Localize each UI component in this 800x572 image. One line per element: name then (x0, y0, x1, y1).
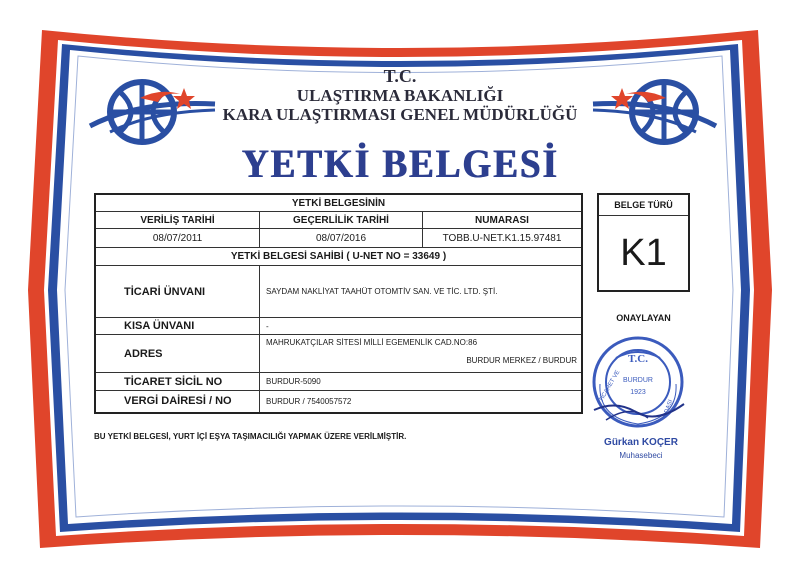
column-header-validity-date: GEÇERLİLİK TARİHİ (259, 212, 422, 228)
svg-text:TİCARET VE: TİCARET VE (598, 369, 622, 403)
tax-value: BURDUR / 7540057572 (259, 391, 581, 412)
column-value-row (96, 229, 581, 248)
document-title: YETKİ BELGESİ (241, 142, 559, 187)
column-header-row (96, 212, 581, 229)
header-ministry: ULAŞTIRMA BAKANLIĞI (296, 86, 504, 105)
tax-row (96, 391, 581, 412)
certificate-table (94, 193, 583, 414)
address-row (96, 335, 581, 373)
certificate-number-value: TOBB.U-NET.K1.15.97481 (422, 229, 581, 247)
signer-title: Muhasebeci (619, 451, 663, 460)
owner-title: YETKİ BELGESİ SAHİBİ ( U-NET NO = 33649 ) (230, 251, 447, 262)
section-title: YETKİ BELGESİNİN (291, 198, 386, 209)
trade-name-value: SAYDAM NAKLİYAT TAAHÜT OTOMTİV SAN. VE TİC. LTD. ŞTİ. (259, 266, 581, 317)
address-line-1: MAHRUKATÇILAR SİTESİ MİLLİ EGEMENLİK CAD.NO:86 (266, 338, 478, 347)
registry-value: BURDUR-5090 (259, 373, 581, 390)
header-directorate: KARA ULAŞTIRMASI GENEL MÜDÜRLÜĞÜ (222, 105, 578, 124)
chamber-stamp-seal (586, 332, 690, 436)
short-name-row (96, 318, 581, 335)
svg-text:ODASI: ODASI (662, 399, 675, 419)
short-name-value: - (259, 318, 581, 334)
address-label: ADRES (124, 348, 163, 360)
registry-label: TİCARET SİCİL NO (124, 376, 223, 388)
address-line-2: BURDUR MERKEZ / BURDUR (466, 356, 577, 365)
column-header-number: NUMARASI (422, 212, 581, 228)
short-name-label: KISA ÜNVANI (124, 320, 195, 332)
validity-date-value: 08/07/2016 (259, 229, 422, 247)
tax-label: VERGİ DAİRESİ / NO (124, 395, 232, 407)
column-header-issue-date: VERİLİŞ TARİHİ (140, 215, 215, 226)
certificate-type-box (597, 193, 690, 292)
certificate-type-value: K1 (620, 232, 667, 274)
trade-name-row (96, 266, 581, 318)
header-tc: T.C. (383, 66, 417, 86)
svg-text:1923: 1923 (630, 389, 646, 396)
registry-row (96, 373, 581, 391)
signer-name: Gürkan KOÇER (604, 437, 678, 448)
certificate-type-label: BELGE TÜRÜ (599, 195, 688, 216)
approver-label: ONAYLAYAN (616, 313, 671, 323)
section-title-row (96, 195, 581, 212)
issue-date-value: 08/07/2011 (152, 233, 203, 244)
address-value (259, 335, 581, 372)
owner-title-row (96, 248, 581, 266)
trade-name-label: TİCARİ ÜNVANI (124, 286, 206, 298)
svg-text:BURDUR: BURDUR (623, 377, 653, 384)
svg-text:T.C.: T.C. (628, 353, 648, 365)
footer-note: BU YETKİ BELGESİ, YURT İÇİ EŞYA TAŞIMACILIĞI YAPMAK ÜZERE VERİLMİŞTİR. (94, 432, 407, 441)
